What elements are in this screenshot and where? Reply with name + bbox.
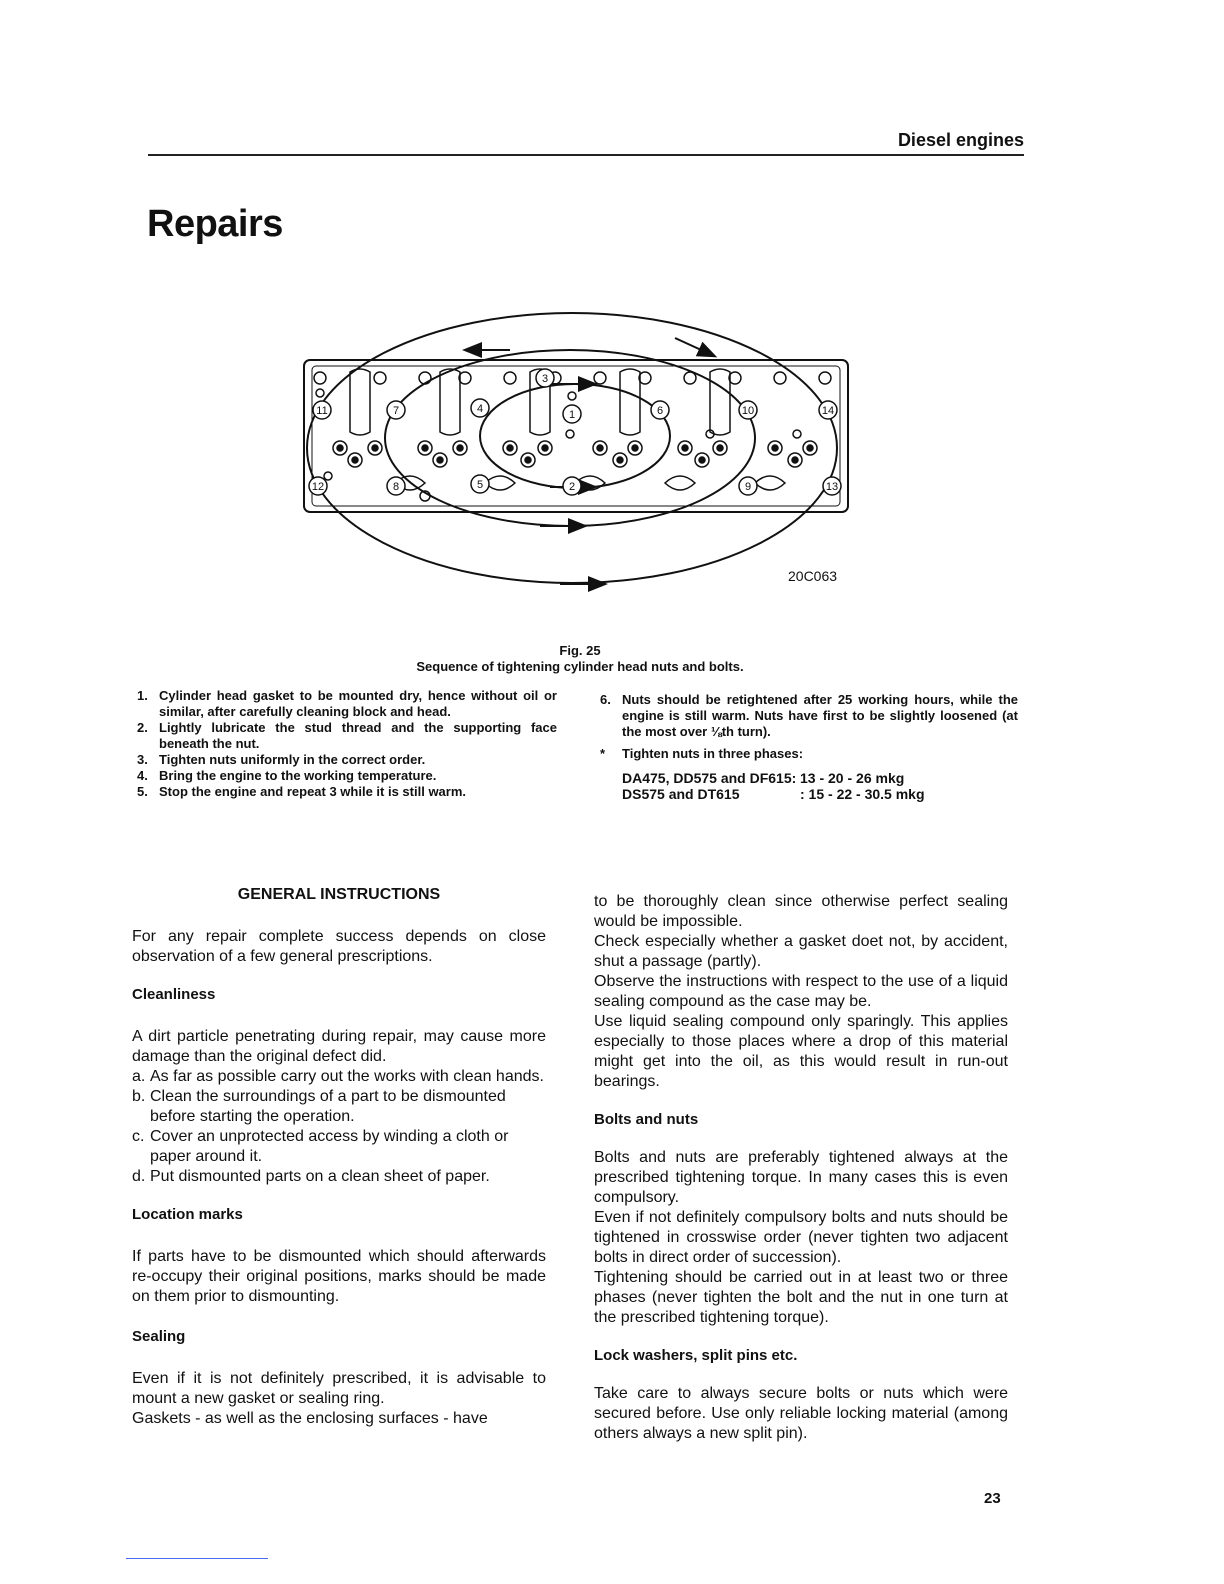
svg-text:11: 11	[316, 405, 328, 417]
list-item: d. Put dismounted parts on a clean sheet of paper.	[132, 1168, 490, 1185]
bolt-marker-1	[563, 405, 581, 423]
bolts-paragraph-1: Bolts and nuts are preferably tightened always at the prescribed tightening torque. In many cases this is even compulsory.	[594, 1149, 1008, 1206]
step-2: 2. Lightly lubricate the stud thread and the supporting face beneath the nut.	[137, 720, 557, 751]
cleanliness-heading: Cleanliness	[132, 986, 216, 1003]
right-column	[594, 892, 1008, 1444]
svg-text:8: 8	[392, 481, 400, 493]
retighten-notes	[600, 692, 1018, 802]
svg-text:2: 2	[568, 481, 576, 493]
bolt-marker-8	[387, 477, 405, 495]
intro-paragraph: For any repair complete success depends on close observation of a few general prescriptions.	[132, 928, 546, 965]
step-4: 4. Bring the engine to the working temperature.	[137, 768, 437, 783]
figure-caption-block	[300, 643, 860, 675]
procedure-steps	[137, 688, 557, 800]
left-column	[132, 885, 546, 1429]
running-header: Diesel engines	[897, 130, 1024, 150]
location-marks-paragraph: If parts have to be dismounted which should afterwards re-occupy their original positions, marks should be made on them prior to dismounting.	[132, 1248, 546, 1305]
step-5: 5. Stop the engine and repeat 3 while it is still warm.	[137, 784, 467, 799]
figure-number: Fig. 25	[559, 643, 601, 658]
svg-text:14: 14	[821, 405, 835, 417]
bolt-marker-13	[823, 477, 841, 495]
bolt-marker-12	[309, 477, 327, 495]
stud-rings	[333, 441, 817, 467]
svg-text:7: 7	[392, 405, 400, 417]
sealing-paragraph: Even if it is not definitely prescribed, it is advisable to mount a new gasket or sealing ring.	[132, 1370, 546, 1407]
sealing-heading: Sealing	[132, 1328, 186, 1345]
list-item: a. As far as possible carry out the works with clean hands.	[132, 1068, 544, 1085]
torque-table	[622, 770, 1018, 802]
bolt-marker-10	[739, 401, 757, 419]
torque-row: DA475, DD575 and DF615: 13 - 20 - 26 mkg	[622, 770, 905, 786]
cleanliness-paragraph: A dirt particle penetrating during repair, may cause more damage than the original defect did.	[132, 1028, 546, 1065]
step-3: 3. Tighten nuts uniformly in the correct order.	[137, 752, 426, 767]
bolt-marker-3	[536, 369, 554, 387]
step-6: 6. Nuts should be retightened after 25 working hours, while the engine is still warm. Nuts have first to be slightly loosened (at the most over ⅛th turn).	[600, 692, 1018, 739]
page-number: 23	[984, 1490, 1001, 1507]
bolts-nuts-heading: Bolts and nuts	[594, 1111, 699, 1128]
check-paragraph: Check especially whether a gasket doet not, by accident, shut a passage (partly).	[594, 933, 1008, 970]
svg-text:1: 1	[568, 409, 576, 421]
torque-row: DS575 and DT615 : 15 - 22 - 30.5 mkg	[622, 786, 925, 802]
svg-text:5: 5	[476, 479, 484, 491]
svg-text:3: 3	[541, 373, 549, 385]
phases-heading: * Tighten nuts in three phases:	[600, 746, 804, 761]
bolt-marker-9	[739, 477, 757, 495]
bolt-marker-6	[651, 401, 669, 419]
bolts-paragraph-2: Even if not definitely compulsory bolts and nuts should be tightened in crosswise order (never tighten two adjacent bolts in direct order of succession).	[594, 1209, 1008, 1266]
cylinder-head-figure	[300, 308, 860, 613]
bolts-paragraph-3: Tightening should be carried out in at least two or three phases (never tighten the bolt and the nut in one turn at the prescribed tightening torque).	[594, 1269, 1008, 1326]
tightening-sequence-paths	[307, 313, 837, 583]
svg-text:6: 6	[656, 405, 664, 417]
bolt-marker-2	[563, 477, 581, 495]
svg-text:12: 12	[311, 481, 325, 493]
bolt-marker-7	[387, 401, 405, 419]
svg-text:4: 4	[476, 403, 484, 415]
step-1: 1. Cylinder head gasket to be mounted dry, hence without oil or similar, after carefully cleaning block and head.	[137, 688, 557, 719]
svg-text:9: 9	[744, 481, 752, 493]
location-marks-heading: Location marks	[132, 1206, 243, 1223]
general-instructions-heading: GENERAL INSTRUCTIONS	[237, 886, 441, 903]
footer-link-line	[126, 1558, 268, 1559]
list-item: b. Clean the surroundings of a part to be dismounted before starting the operation.	[132, 1088, 506, 1125]
bolt-marker-4	[471, 399, 489, 417]
list-item: c. Cover an unprotected access by winding a cloth or paper around it.	[132, 1128, 509, 1165]
bolt-marker-5	[471, 475, 489, 493]
figure-caption: Sequence of tightening cylinder head nuts and bolts.	[416, 659, 744, 674]
svg-text:13: 13	[825, 481, 839, 493]
header-rule	[148, 154, 1024, 156]
svg-text:10: 10	[741, 405, 755, 417]
figure-code: 20C063	[788, 568, 838, 584]
sealing-continued: to be thoroughly clean since otherwise perfect sealing would be impossible.	[594, 893, 1008, 930]
lock-washers-paragraph: Take care to always secure bolts or nuts which were secured before. Use only reliable locking material (among others always a new split pin).	[594, 1385, 1008, 1442]
bolt-marker-11	[313, 401, 331, 419]
cylinder-head-diagram	[300, 308, 860, 608]
page-title: Repairs	[147, 203, 283, 245]
lock-washers-heading: Lock washers, split pins etc.	[594, 1347, 798, 1364]
arrow-outer-top	[675, 338, 710, 354]
gaskets-paragraph: Gaskets - as well as the enclosing surfaces - have	[132, 1410, 488, 1427]
observe-paragraph: Observe the instructions with respect to the use of a liquid sealing compound as the case may be.	[594, 973, 1008, 1010]
bolt-marker-14	[819, 401, 837, 419]
liquid-sealing-paragraph: Use liquid sealing compound only sparingly. This applies especially to those places where a drop of this material might get into the oil, as this would result in run-out bearings.	[594, 1013, 1008, 1090]
